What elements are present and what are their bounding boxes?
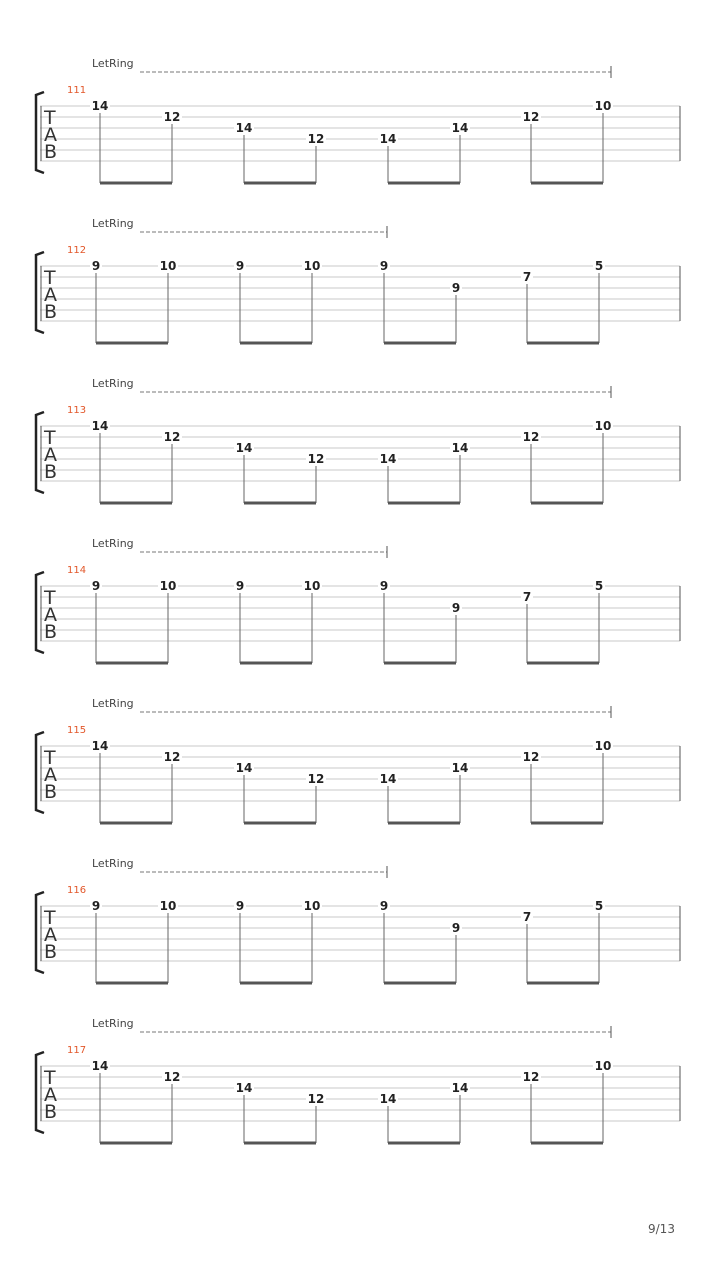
fret-number: 14	[379, 1092, 397, 1106]
tab-system	[36, 537, 680, 663]
let-ring-label: LetRing	[92, 377, 134, 390]
fret-number: 14	[451, 121, 469, 135]
fret-number: 12	[163, 110, 181, 124]
measure-number: 111	[67, 85, 87, 96]
fret-number: 12	[307, 132, 325, 146]
tab-clef-letter: B	[44, 1101, 58, 1123]
measure-number: 113	[67, 405, 87, 416]
tab-clef-letter: B	[44, 621, 58, 643]
tab-clef-letter: B	[44, 461, 58, 483]
fret-number: 12	[522, 750, 540, 764]
measure-number: 115	[67, 725, 87, 736]
fret-number: 9	[451, 601, 461, 615]
let-ring-label: LetRing	[92, 217, 134, 230]
fret-number: 9	[235, 579, 245, 593]
fret-number: 14	[451, 441, 469, 455]
fret-number: 10	[303, 899, 321, 913]
measure-number: 117	[67, 1045, 87, 1056]
let-ring-label: LetRing	[92, 57, 134, 70]
fret-number: 5	[594, 259, 604, 273]
tab-system	[36, 217, 680, 343]
fret-number: 14	[379, 452, 397, 466]
fret-number: 10	[159, 579, 177, 593]
fret-number: 9	[379, 899, 389, 913]
fret-number: 14	[235, 1081, 253, 1095]
fret-number: 12	[522, 1070, 540, 1084]
fret-number: 9	[379, 579, 389, 593]
fret-number: 12	[307, 772, 325, 786]
fret-number: 5	[594, 899, 604, 913]
fret-number: 9	[91, 259, 101, 273]
tab-system	[36, 377, 680, 503]
fret-number: 12	[163, 1070, 181, 1084]
tab-clef-letter: B	[44, 941, 58, 963]
tab-clef-letter: A	[44, 604, 57, 626]
fret-number: 14	[451, 761, 469, 775]
tab-clef-letter: T	[44, 1067, 56, 1089]
fret-number: 5	[594, 579, 604, 593]
tab-clef-letter: B	[44, 141, 58, 163]
fret-number: 14	[91, 99, 109, 113]
tab-clef-letter: T	[44, 427, 56, 449]
fret-number: 10	[594, 739, 612, 753]
let-ring-label: LetRing	[92, 537, 134, 550]
fret-number: 12	[307, 452, 325, 466]
fret-number: 10	[159, 899, 177, 913]
fret-number: 9	[235, 259, 245, 273]
fret-number: 10	[594, 419, 612, 433]
fret-number: 10	[159, 259, 177, 273]
fret-number: 7	[522, 590, 532, 604]
fret-number: 12	[522, 110, 540, 124]
fret-number: 7	[522, 270, 532, 284]
fret-number: 14	[91, 419, 109, 433]
fret-number: 14	[379, 132, 397, 146]
fret-number: 10	[303, 259, 321, 273]
fret-number: 7	[522, 910, 532, 924]
tab-clef-letter: T	[44, 747, 56, 769]
fret-number: 9	[91, 579, 101, 593]
fret-number: 14	[379, 772, 397, 786]
tab-clef-letter: B	[44, 301, 58, 323]
tab-clef-letter: A	[44, 284, 57, 306]
tab-system	[36, 857, 680, 983]
tab-clef-letter: T	[44, 907, 56, 929]
tab-system	[36, 57, 680, 183]
tab-clef-letter: T	[44, 267, 56, 289]
fret-number: 9	[91, 899, 101, 913]
tab-clef-letter: A	[44, 1084, 57, 1106]
tab-clef-letter: A	[44, 124, 57, 146]
tab-system	[36, 1017, 680, 1143]
fret-number: 9	[235, 899, 245, 913]
fret-number: 9	[379, 259, 389, 273]
tab-clef-letter: A	[44, 444, 57, 466]
tab-clef-letter: B	[44, 781, 58, 803]
fret-number: 14	[235, 761, 253, 775]
tab-clef-letter: A	[44, 764, 57, 786]
tab-clef-letter: T	[44, 107, 56, 129]
fret-number: 14	[91, 739, 109, 753]
let-ring-label: LetRing	[92, 1017, 134, 1030]
fret-number: 9	[451, 281, 461, 295]
fret-number: 10	[594, 99, 612, 113]
fret-number: 9	[451, 921, 461, 935]
fret-number: 12	[307, 1092, 325, 1106]
page-number: 9/13	[648, 1222, 675, 1236]
fret-number: 12	[163, 430, 181, 444]
let-ring-label: LetRing	[92, 857, 134, 870]
fret-number: 10	[594, 1059, 612, 1073]
tab-clef-letter: A	[44, 924, 57, 946]
fret-number: 12	[163, 750, 181, 764]
fret-number: 14	[235, 441, 253, 455]
tab-system	[36, 697, 680, 823]
measure-number: 114	[67, 565, 87, 576]
fret-number: 14	[451, 1081, 469, 1095]
let-ring-label: LetRing	[92, 697, 134, 710]
fret-number: 14	[235, 121, 253, 135]
fret-number: 10	[303, 579, 321, 593]
fret-number: 12	[522, 430, 540, 444]
measure-number: 112	[67, 245, 87, 256]
fret-number: 14	[91, 1059, 109, 1073]
tab-clef-letter: T	[44, 587, 56, 609]
measure-number: 116	[67, 885, 87, 896]
